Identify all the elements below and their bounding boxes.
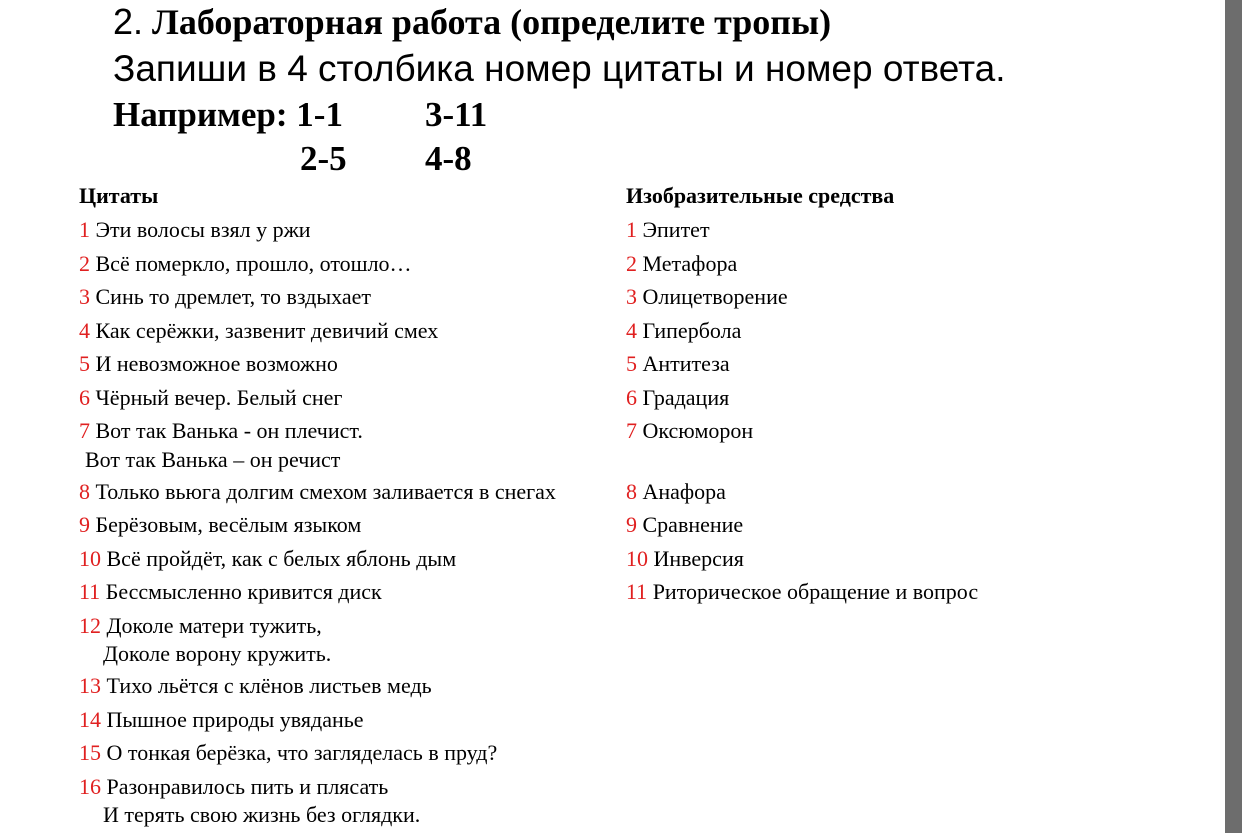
quote-item (79, 542, 556, 576)
quote-text: Бессмысленно кривится диск (105, 579, 382, 604)
quote-number: 14 (79, 706, 101, 732)
answer-text: Анафора (642, 478, 726, 504)
quote-item (79, 575, 556, 609)
quote-number: 1 (79, 217, 90, 242)
answer-item (626, 314, 978, 348)
quotes-list (79, 213, 556, 830)
answer-text: Градация (642, 384, 730, 410)
task-instruction (113, 47, 1006, 91)
quote-number: 4 (79, 317, 90, 343)
quote-text: Всё померкло, прошло, отошло… (95, 250, 412, 276)
quote-text: Синь то дремлет, то вздыхает (95, 284, 371, 309)
answer-text: Риторическое обращение и вопрос (652, 579, 979, 604)
quote-number: 10 (79, 545, 101, 571)
instruction-text: Запиши в 4 столбика номер цитаты и номер ответа. (113, 48, 1006, 89)
quote-item (79, 247, 556, 281)
quote-item (79, 736, 556, 770)
quote-number: 9 (79, 512, 90, 537)
answer-text: Метафора (642, 250, 738, 276)
answer-item (626, 475, 978, 509)
answer-item (626, 280, 978, 314)
answer-number: 7 (626, 418, 637, 443)
quote-text: Берёзовым, весёлым языком (95, 512, 362, 537)
quote-text: И невозможное возможно (95, 351, 338, 376)
quote-number: 16 (79, 773, 101, 799)
answer-number: 8 (626, 478, 637, 504)
task-number: 2. (113, 1, 144, 42)
answers-list (626, 213, 978, 609)
answer-number: 3 (626, 284, 637, 309)
answer-number: 6 (626, 384, 637, 410)
quote-number: 2 (79, 250, 90, 276)
quote-item (79, 347, 556, 381)
answer-text: Сравнение (642, 512, 744, 537)
quote-text: Разонравилось пить и плясать (106, 773, 389, 799)
quote-text: Как серёжки, зазвенит девичий смех (95, 317, 439, 343)
quote-item (79, 414, 556, 448)
answer-text: Олицетворение (642, 284, 788, 309)
example-label: Например: 1-1 (113, 95, 343, 134)
answer-item (626, 247, 978, 281)
quote-number: 3 (79, 284, 90, 309)
quote-continuation: Доколе ворону кружить. (103, 641, 332, 666)
answer-number: 1 (626, 217, 637, 242)
answer-number: 11 (626, 579, 648, 604)
answer-item (626, 347, 978, 381)
answer-item (626, 414, 978, 448)
example-item: 3-11 (425, 95, 488, 134)
answer-number: 10 (626, 545, 648, 571)
answer-text: Гипербола (642, 317, 742, 343)
quote-item (79, 213, 556, 247)
answer-item (626, 213, 978, 247)
quote-text: Вот так Ванька - он плечист. (95, 418, 363, 443)
quote-item (79, 381, 556, 415)
task-title-text: Лабораторная работа (определите тропы) (152, 2, 832, 42)
quote-item (79, 280, 556, 314)
quote-continuation: И терять свою жизнь без оглядки. (103, 802, 421, 827)
quote-text: Пышное природы увяданье (106, 706, 364, 732)
quote-item (79, 669, 556, 703)
quote-item (79, 609, 556, 643)
answer-number: 4 (626, 317, 637, 343)
quote-item (79, 508, 556, 542)
answer-item (626, 542, 978, 576)
quote-text: Доколе матери тужить, (106, 612, 322, 638)
quote-text: Только вьюга долгим смехом заливается в снегах (95, 478, 556, 504)
answer-text: Антитеза (642, 351, 730, 376)
quote-text: Тихо льётся с клёнов листьев медь (106, 673, 432, 698)
quote-number: 8 (79, 478, 90, 504)
scrollbar-track[interactable] (1225, 0, 1242, 833)
example-item: 2-5 (300, 139, 347, 178)
answer-item (626, 381, 978, 415)
quote-item (79, 475, 556, 509)
quote-item (79, 703, 556, 737)
quote-continuation: Вот так Ванька – он речист (85, 446, 341, 472)
quote-text: Эти волосы взял у ржи (95, 217, 311, 242)
answer-number: 5 (626, 351, 637, 376)
task-title (113, 0, 831, 44)
answers-header: Изобразительные средства (626, 183, 895, 208)
quote-number: 7 (79, 418, 90, 443)
quote-number: 12 (79, 612, 101, 638)
answer-text: Оксюморон (642, 418, 754, 443)
answer-number: 9 (626, 512, 637, 537)
answer-item (626, 575, 978, 609)
answer-item (626, 508, 978, 542)
quote-item (79, 314, 556, 348)
quote-number: 15 (79, 740, 101, 765)
quote-number: 6 (79, 384, 90, 410)
answer-number: 2 (626, 250, 637, 276)
quote-text: О тонкая берёзка, что загляделась в пруд? (106, 740, 498, 765)
quote-text: Всё пройдёт, как с белых яблонь дым (106, 545, 457, 571)
answer-text: Инверсия (653, 545, 744, 571)
quotes-header: Цитаты (79, 183, 159, 208)
quote-item (79, 770, 556, 804)
example-item: 4-8 (425, 139, 472, 178)
quote-number: 5 (79, 351, 90, 376)
quote-text: Чёрный вечер. Белый снег (95, 384, 343, 410)
quote-number: 13 (79, 673, 101, 698)
answer-text: Эпитет (642, 217, 710, 242)
quote-number: 11 (79, 579, 101, 604)
